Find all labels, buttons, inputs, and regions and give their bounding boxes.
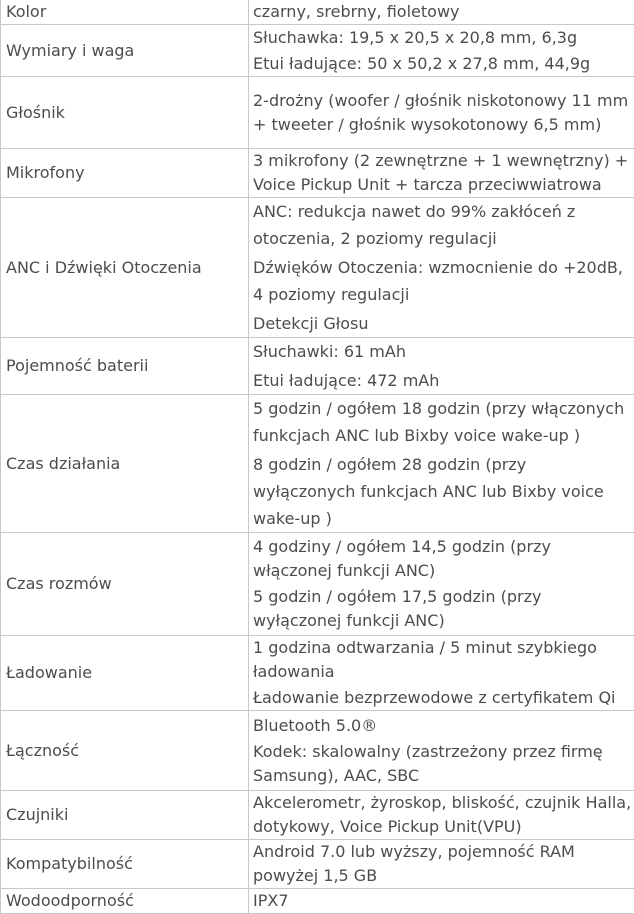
spec-value-text: 3 mikrofony (2 zewnętrzne + 1 wewnętrzny) + Voice Pickup Unit + tarcza przeciwwiatrowa bbox=[253, 149, 632, 197]
spec-label: Mikrofony bbox=[1, 149, 249, 198]
spec-row-kolor bbox=[1, 0, 634, 25]
spec-row-mikrofony bbox=[1, 149, 634, 198]
spec-value bbox=[249, 395, 634, 533]
spec-value-text: 1 godzina odtwarzania / 5 minut szybkiego ładowania bbox=[253, 636, 632, 684]
spec-label: Łączność bbox=[1, 711, 249, 791]
spec-label: Czas działania bbox=[1, 395, 249, 533]
spec-label: Kolor bbox=[1, 0, 249, 25]
spec-row-anc bbox=[1, 198, 634, 338]
spec-label: Wodoodporność bbox=[1, 889, 249, 914]
spec-row-glosnik bbox=[1, 77, 634, 149]
spec-value-text: Dźwięków Otoczenia: wzmocnienie do +20dB, 4 poziomy regulacji bbox=[253, 254, 632, 308]
spec-value bbox=[249, 840, 634, 889]
spec-value bbox=[249, 636, 634, 711]
spec-value-text: 4 godziny / ogółem 14,5 godzin (przy włączonej funkcji ANC) bbox=[253, 535, 632, 583]
spec-value-text: czarny, srebrny, fioletowy bbox=[253, 0, 632, 24]
spec-label: Głośnik bbox=[1, 77, 249, 149]
spec-value-text: Bluetooth 5.0® bbox=[253, 714, 632, 738]
spec-value-text: Słuchawki: 61 mAh bbox=[253, 338, 632, 365]
spec-value-text: Ładowanie bezprzewodowe z certyfikatem Qi bbox=[253, 686, 632, 710]
spec-value-text: Akcelerometr, żyroskop, bliskość, czujnik Halla, dotykowy, Voice Pickup Unit(VPU) bbox=[253, 791, 632, 839]
spec-value bbox=[249, 149, 634, 198]
spec-label: Pojemność baterii bbox=[1, 338, 249, 395]
spec-label: Ładowanie bbox=[1, 636, 249, 711]
spec-value-text: Etui ładujące: 472 mAh bbox=[253, 367, 632, 394]
spec-label: Czujniki bbox=[1, 791, 249, 840]
spec-value bbox=[249, 0, 634, 25]
spec-row-lacznosc bbox=[1, 711, 634, 791]
spec-value-text: Słuchawka: 19,5 x 20,5 x 20,8 mm, 6,3g bbox=[253, 26, 632, 50]
spec-value-text: 2-drożny (woofer / głośnik niskotonowy 11 mm + tweeter / głośnik wysokotonowy 6,5 mm) bbox=[253, 89, 632, 137]
spec-label: ANC i Dźwięki Otoczenia bbox=[1, 198, 249, 338]
spec-value bbox=[249, 791, 634, 840]
spec-value-text: 5 godzin / ogółem 18 godzin (przy włączonych funkcjach ANC lub Bixby voice wake-up ) bbox=[253, 395, 632, 449]
spec-value-text: 5 godzin / ogółem 17,5 godzin (przy wyłączonej funkcji ANC) bbox=[253, 585, 632, 633]
spec-label: Wymiary i waga bbox=[1, 25, 249, 77]
spec-row-wymiary bbox=[1, 25, 634, 77]
spec-row-wodoodpornosc bbox=[1, 889, 634, 914]
spec-row-czas-rozmow bbox=[1, 533, 634, 636]
spec-row-kompatybilnosc bbox=[1, 840, 634, 889]
spec-value bbox=[249, 338, 634, 395]
spec-value bbox=[249, 533, 634, 636]
spec-row-ladowanie bbox=[1, 636, 634, 711]
spec-value bbox=[249, 25, 634, 77]
spec-value bbox=[249, 889, 634, 914]
spec-row-bateria bbox=[1, 338, 634, 395]
spec-value-text: Android 7.0 lub wyższy, pojemność RAM powyżej 1,5 GB bbox=[253, 840, 632, 888]
spec-row-czas-dzialania bbox=[1, 395, 634, 533]
spec-value bbox=[249, 77, 634, 149]
spec-value bbox=[249, 711, 634, 791]
spec-value-text: 8 godzin / ogółem 28 godzin (przy wyłączonych funkcjach ANC lub Bixby voice wake-up ) bbox=[253, 451, 632, 532]
spec-value-text: Etui ładujące: 50 x 50,2 x 27,8 mm, 44,9g bbox=[253, 52, 632, 76]
spec-label: Czas rozmów bbox=[1, 533, 249, 636]
spec-value-text: IPX7 bbox=[253, 889, 632, 913]
spec-value bbox=[249, 198, 634, 338]
spec-row-czujniki bbox=[1, 791, 634, 840]
spec-value-text: Kodek: skalowalny (zastrzeżony przez firmę Samsung), AAC, SBC bbox=[253, 740, 632, 788]
spec-label: Kompatybilność bbox=[1, 840, 249, 889]
spec-value-text: ANC: redukcja nawet do 99% zakłóceń z otoczenia, 2 poziomy regulacji bbox=[253, 198, 632, 252]
spec-value-text: Detekcji Głosu bbox=[253, 310, 632, 337]
